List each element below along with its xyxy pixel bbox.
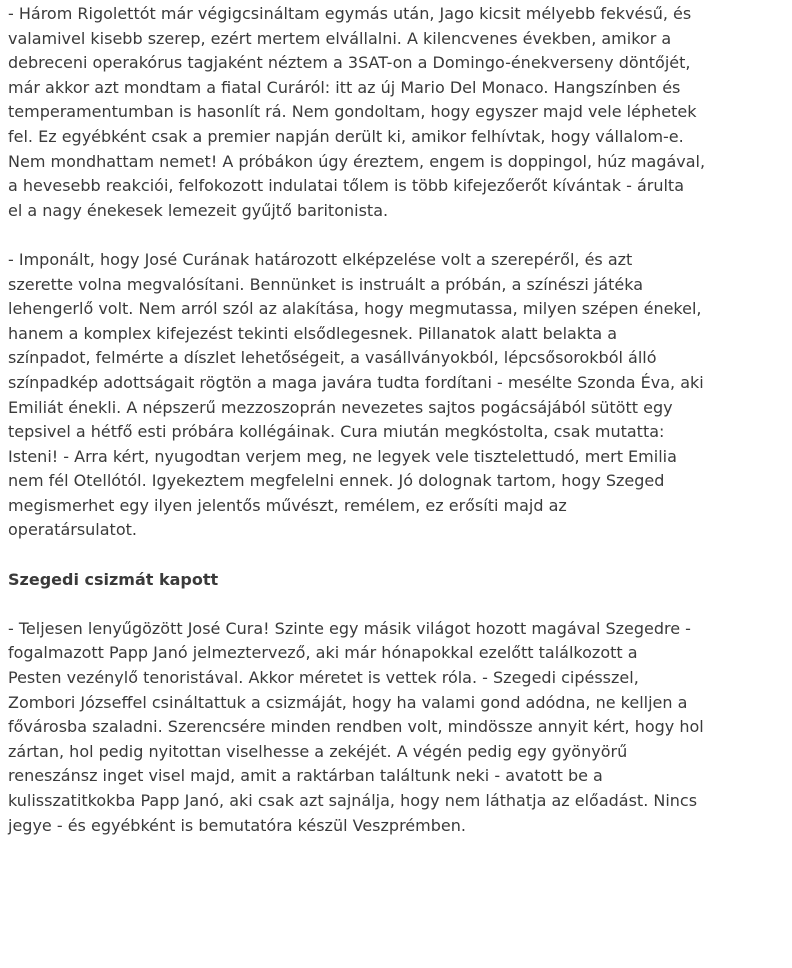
article-body — [8, 2, 788, 863]
article-paragraph-2: - Imponált, hogy José Curának határozott elképzelése volt a szerepéről, és azt szerette volna megvalósítani. Bennünket is instruált a próbán, a színészi játéka lehengerlő volt. Nem arról szól az alakítása, hogy megmutassa, milyen szépen énekel, hanem a komplex kifejezést tekinti elsődlegesnek. Pillanatok alatt belakta a színpadot, felmérte a díszlet lehetőségeit, a vasállványokból, lépcsősorokból álló színpadkép adottságait rögtön a maga javára tudta fordítani - mesélte Szonda Éva, aki Emiliát énekli. A népszerű mezzoszoprán nevezetes sajtos pogácsájából sütött egy tepsivel a hétfő esti próbára kollégáinak. Cura miután megkóstolta, csak mutatta: Isteni! - Arra kért, nyugodtan verjem meg, ne legyek vele tisztelettudó, mert Emilia nem fél Otellótól. Igyekeztem megfelelni ennek. Jó dolognak tartom, hogy Szeged megismerhet egy ilyen jelentős művészt, remélem, ez erősíti majd az operatársulatot. — [8, 249, 704, 540]
article-paragraph-1: - Három Rigolettót már végigcsináltam egymás után, Jago kicsit mélyebb fekvésű, és valamivel kisebb szerep, ezért mertem elvállalni. A kilencvenes években, amikor a debreceni operakórus tagjaként néztem a 3SAT-on a Domingo-énekverseny döntőjét, már akkor azt mondtam a fiatal Curáról: itt az új Mario Del Monaco. Hangszínben és temperamentumban is hasonlít rá. Nem gondoltam, hogy egyszer majd vele léphetek fel. Ez egyébként csak a premier napján derült ki, amikor felhívtak, hogy vállalom-e. Nem mondhattam nemet! A próbákon úgy éreztem, engem is doppingol, húz magával, a hevesebb reakciói, felfokozott indulatai tőlem is több kifejezőerőt kívántak - árulta el a nagy énekesek lemezeit gyűjtő baritonista. — [8, 4, 706, 220]
article-paragraph-3: - Teljesen lenyűgözött José Cura! Szinte egy másik világot hozott magával Szegedre - fogalmazott Papp Janó jelmeztervező, aki már hónapokkal ezelőtt találkozott a Pesten vezénylő tenoristával. Akkor méretet is vettek róla. - Szegedi cipésszel, Zombori Józseffel csináltattuk a csizmáját, hogy ha valami gond adódna, ne kelljen a fővárosba szaladni. Szerencsére minden rendben volt, mindössze annyit kért, hogy hol zártan, hol pedig nyitottan viselhesse a zekéjét. A végén pedig egy gyönyörű reneszánsz inget visel majd, amit a raktárban találtunk neki - avatott be a kulisszatitkokba Papp Janó, aki csak azt sajnálja, hogy nem láthatja az előadást. Nincs jegye - és egyébként is bemutatóra készül Veszprémben. — [8, 618, 704, 835]
section-heading: Szegedi csizmát kapott — [8, 569, 219, 589]
